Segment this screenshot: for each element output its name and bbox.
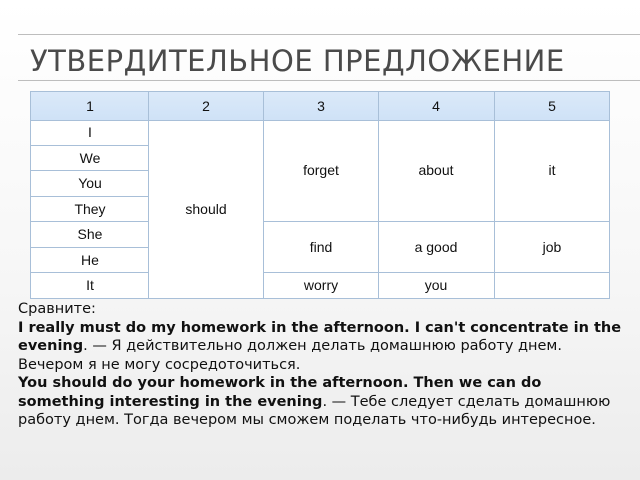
row-divider [31, 247, 148, 248]
header-cell: 5 [548, 98, 556, 114]
top-divider [18, 34, 640, 35]
verb-cell: forget [303, 162, 339, 178]
pronoun-cell: They [74, 201, 106, 217]
compare-label: Сравните: [18, 301, 96, 317]
row-divider [31, 145, 148, 146]
row-divider [31, 272, 148, 273]
modal-cell: should [185, 201, 227, 217]
example-1 [18, 319, 630, 375]
grammar-table [30, 91, 610, 299]
object-cell: you [424, 277, 448, 293]
object-cell: about [418, 162, 454, 178]
header-cell: 4 [432, 98, 440, 114]
row-divider [263, 272, 609, 273]
title-divider [18, 80, 640, 81]
pronoun-cell: It [86, 277, 94, 293]
verb-cell: worry [303, 277, 339, 293]
pronoun-cell: She [77, 226, 103, 242]
pronoun-cell: We [79, 150, 101, 166]
row-divider [263, 221, 609, 222]
row-divider [31, 221, 148, 222]
example-1-russian: . — Я действительно должен делать домашнюю работу днем. Вечером я не могу сосредоточиться. [18, 338, 562, 373]
header-cell: 3 [317, 98, 325, 114]
verb-cell: find [309, 239, 333, 255]
pronoun-cell: He [81, 252, 99, 268]
header-cell: 1 [86, 98, 94, 114]
end-cell: it [548, 162, 556, 178]
end-cell: job [542, 239, 562, 255]
comparison-text [18, 300, 630, 430]
header-cell: 2 [202, 98, 210, 114]
example-2 [18, 374, 630, 430]
row-divider [31, 196, 148, 197]
header-divider [31, 120, 609, 121]
col-divider [263, 92, 264, 298]
col-divider [494, 92, 495, 298]
example-2-russian: . — Тебе следует сделать домашнюю работу днем. Тогда вечером мы сможем поделать что-нибудь интересное. [18, 393, 611, 428]
row-divider [31, 170, 148, 171]
pronoun-cell: I [88, 124, 92, 140]
object-cell: a good [414, 239, 458, 255]
col-divider [148, 92, 149, 298]
pronoun-cell: You [78, 175, 102, 191]
slide-title: УТВЕРДИТЕЛЬНОЕ ПРЕДЛОЖЕНИЕ [30, 44, 565, 78]
col-divider [378, 92, 379, 298]
example-1-english: I really must do my homework in the afternoon. I can't concentrate in the evening [18, 319, 622, 354]
example-2-english: You should do your homework in the afternoon. Then we can do something interesting in the evening [18, 375, 542, 410]
